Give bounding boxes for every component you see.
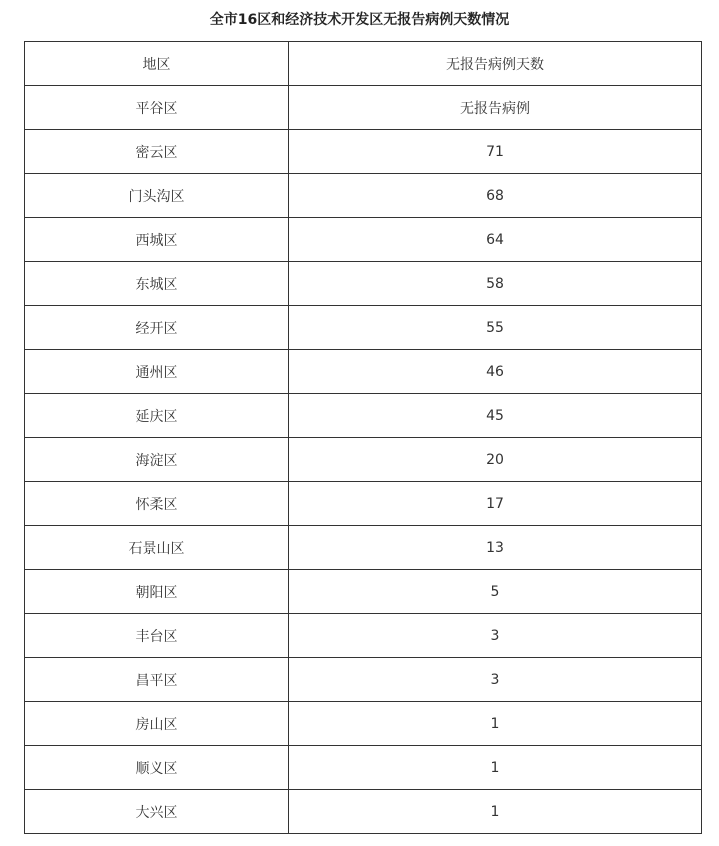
table-row	[25, 438, 702, 482]
days-cell: 68	[289, 174, 702, 218]
table-row	[25, 746, 702, 790]
table-row	[25, 218, 702, 262]
table-row	[25, 570, 702, 614]
table-header-row	[25, 42, 702, 86]
district-cell: 昌平区	[25, 658, 289, 702]
table-row	[25, 130, 702, 174]
district-cell: 海淀区	[25, 438, 289, 482]
district-cell: 朝阳区	[25, 570, 289, 614]
days-cell: 45	[289, 394, 702, 438]
district-cell: 石景山区	[25, 526, 289, 570]
days-cell: 无报告病例	[289, 86, 702, 130]
days-cell: 1	[289, 790, 702, 834]
table-row	[25, 482, 702, 526]
table-row	[25, 262, 702, 306]
table-row	[25, 658, 702, 702]
days-cell: 17	[289, 482, 702, 526]
days-cell: 13	[289, 526, 702, 570]
district-cell: 顺义区	[25, 746, 289, 790]
days-cell: 58	[289, 262, 702, 306]
table-row	[25, 86, 702, 130]
days-cell: 1	[289, 746, 702, 790]
district-cell: 通州区	[25, 350, 289, 394]
table-row	[25, 306, 702, 350]
district-cell: 东城区	[25, 262, 289, 306]
table-row	[25, 702, 702, 746]
district-cell: 怀柔区	[25, 482, 289, 526]
days-cell: 5	[289, 570, 702, 614]
district-cell: 平谷区	[25, 86, 289, 130]
page-title: 全市16区和经济技术开发区无报告病例天数情况	[209, 12, 510, 28]
district-cell: 延庆区	[25, 394, 289, 438]
no-case-days-table	[24, 41, 702, 834]
days-cell: 46	[289, 350, 702, 394]
days-cell: 64	[289, 218, 702, 262]
days-cell: 1	[289, 702, 702, 746]
table-row	[25, 790, 702, 834]
table-row	[25, 614, 702, 658]
district-cell: 密云区	[25, 130, 289, 174]
district-cell: 经开区	[25, 306, 289, 350]
days-cell: 3	[289, 658, 702, 702]
district-cell: 门头沟区	[25, 174, 289, 218]
header-no-case-days: 无报告病例天数	[289, 42, 702, 86]
days-cell: 20	[289, 438, 702, 482]
days-cell: 71	[289, 130, 702, 174]
district-cell: 西城区	[25, 218, 289, 262]
district-cell: 丰台区	[25, 614, 289, 658]
district-cell: 房山区	[25, 702, 289, 746]
table-row	[25, 526, 702, 570]
table-row	[25, 174, 702, 218]
table-row	[25, 350, 702, 394]
header-district: 地区	[25, 42, 289, 86]
district-cell: 大兴区	[25, 790, 289, 834]
table-row	[25, 394, 702, 438]
days-cell: 55	[289, 306, 702, 350]
days-cell: 3	[289, 614, 702, 658]
